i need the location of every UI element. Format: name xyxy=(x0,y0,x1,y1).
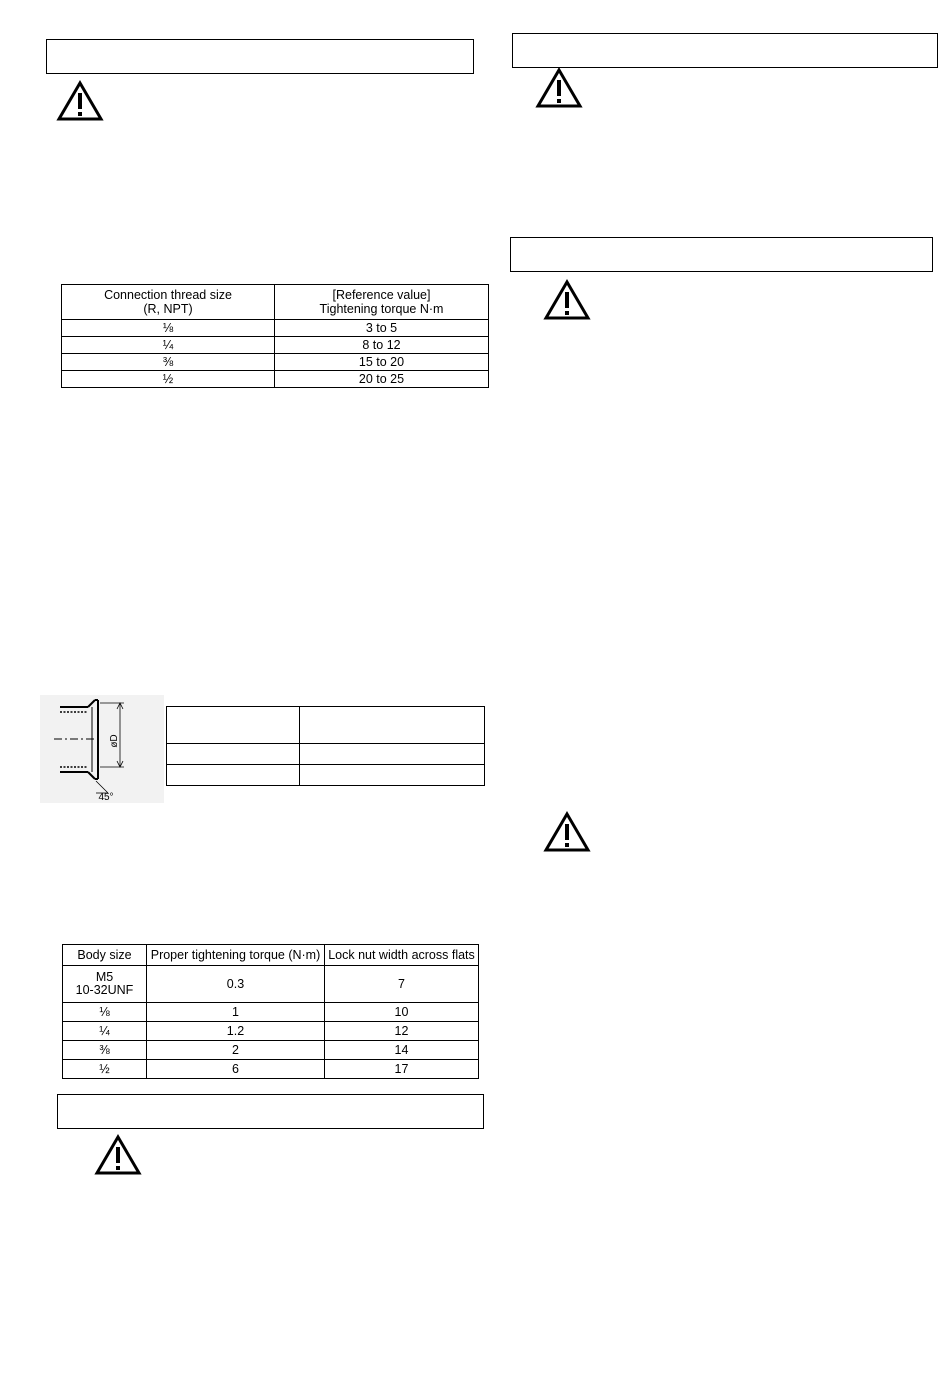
section-header-box-1 xyxy=(46,39,474,74)
warning-triangle-icon xyxy=(94,1134,142,1176)
table-row xyxy=(63,966,479,1003)
table-cell xyxy=(300,765,485,786)
thread-size-cell: ⅜ xyxy=(62,354,275,371)
thread-torque-table xyxy=(61,284,489,388)
torque-cell: 15 to 20 xyxy=(275,354,489,371)
table-row xyxy=(63,1041,479,1060)
table-row xyxy=(63,1003,479,1022)
angle-label: 45° xyxy=(98,792,114,803)
torque-cell: 1.2 xyxy=(147,1022,325,1041)
table-cell xyxy=(167,744,300,765)
header-line: [Reference value] xyxy=(332,288,431,302)
body-size-cell: ⅜ xyxy=(63,1041,147,1060)
section-header-box-4 xyxy=(510,237,933,272)
table-row xyxy=(62,337,489,354)
width-cell: 7 xyxy=(325,966,479,1003)
table-cell xyxy=(300,744,485,765)
table-cell xyxy=(167,707,300,744)
width-cell: 10 xyxy=(325,1003,479,1022)
header-cell xyxy=(62,285,275,320)
width-cell: 12 xyxy=(325,1022,479,1041)
body-size-cell: ½ xyxy=(63,1060,147,1079)
section-header-box-3 xyxy=(512,33,938,68)
header-line: Tightening torque N·m xyxy=(319,302,444,316)
pipe-chamfer-diagram xyxy=(40,695,164,803)
table-cell xyxy=(300,707,485,744)
table-row xyxy=(167,765,485,786)
table-header-row xyxy=(167,707,485,744)
torque-cell: 20 to 25 xyxy=(275,371,489,388)
body-size-torque-table xyxy=(62,944,479,1079)
table-cell xyxy=(167,765,300,786)
thread-size-cell: ⅛ xyxy=(62,320,275,337)
body-size-cell: ⅛ xyxy=(63,1003,147,1022)
table-row xyxy=(63,1060,479,1079)
header-cell: Lock nut width across flats xyxy=(325,945,479,966)
header-line: (R, NPT) xyxy=(143,302,193,316)
table-row xyxy=(62,354,489,371)
thread-size-cell: ½ xyxy=(62,371,275,388)
header-cell xyxy=(275,285,489,320)
torque-cell: 2 xyxy=(147,1041,325,1060)
warning-triangle-icon xyxy=(543,811,591,853)
table-header-row xyxy=(62,285,489,320)
warning-triangle-icon xyxy=(535,67,583,109)
header-cell: Body size xyxy=(63,945,147,966)
table-row xyxy=(62,371,489,388)
chamfer-dimension-table xyxy=(166,706,485,786)
header-line: Connection thread size xyxy=(104,288,232,302)
torque-cell: 8 to 12 xyxy=(275,337,489,354)
torque-cell: 3 to 5 xyxy=(275,320,489,337)
section-header-box-2 xyxy=(57,1094,484,1129)
table-row xyxy=(62,320,489,337)
table-header-row xyxy=(63,945,479,966)
body-size-cell: ¼ xyxy=(63,1022,147,1041)
width-cell: 14 xyxy=(325,1041,479,1060)
thread-size-cell: ¼ xyxy=(62,337,275,354)
table-row xyxy=(63,1022,479,1041)
body-size-line: 10-32UNF xyxy=(75,983,134,997)
body-size-line: M5 xyxy=(95,970,114,984)
header-cell: Proper tightening torque (N·m) xyxy=(147,945,325,966)
table-row xyxy=(167,744,485,765)
width-cell: 17 xyxy=(325,1060,479,1079)
torque-cell: 0.3 xyxy=(147,966,325,1003)
diameter-label: øD xyxy=(109,734,120,748)
body-size-cell xyxy=(63,966,147,1003)
torque-cell: 1 xyxy=(147,1003,325,1022)
warning-triangle-icon xyxy=(56,80,104,122)
warning-triangle-icon xyxy=(543,279,591,321)
torque-cell: 6 xyxy=(147,1060,325,1079)
